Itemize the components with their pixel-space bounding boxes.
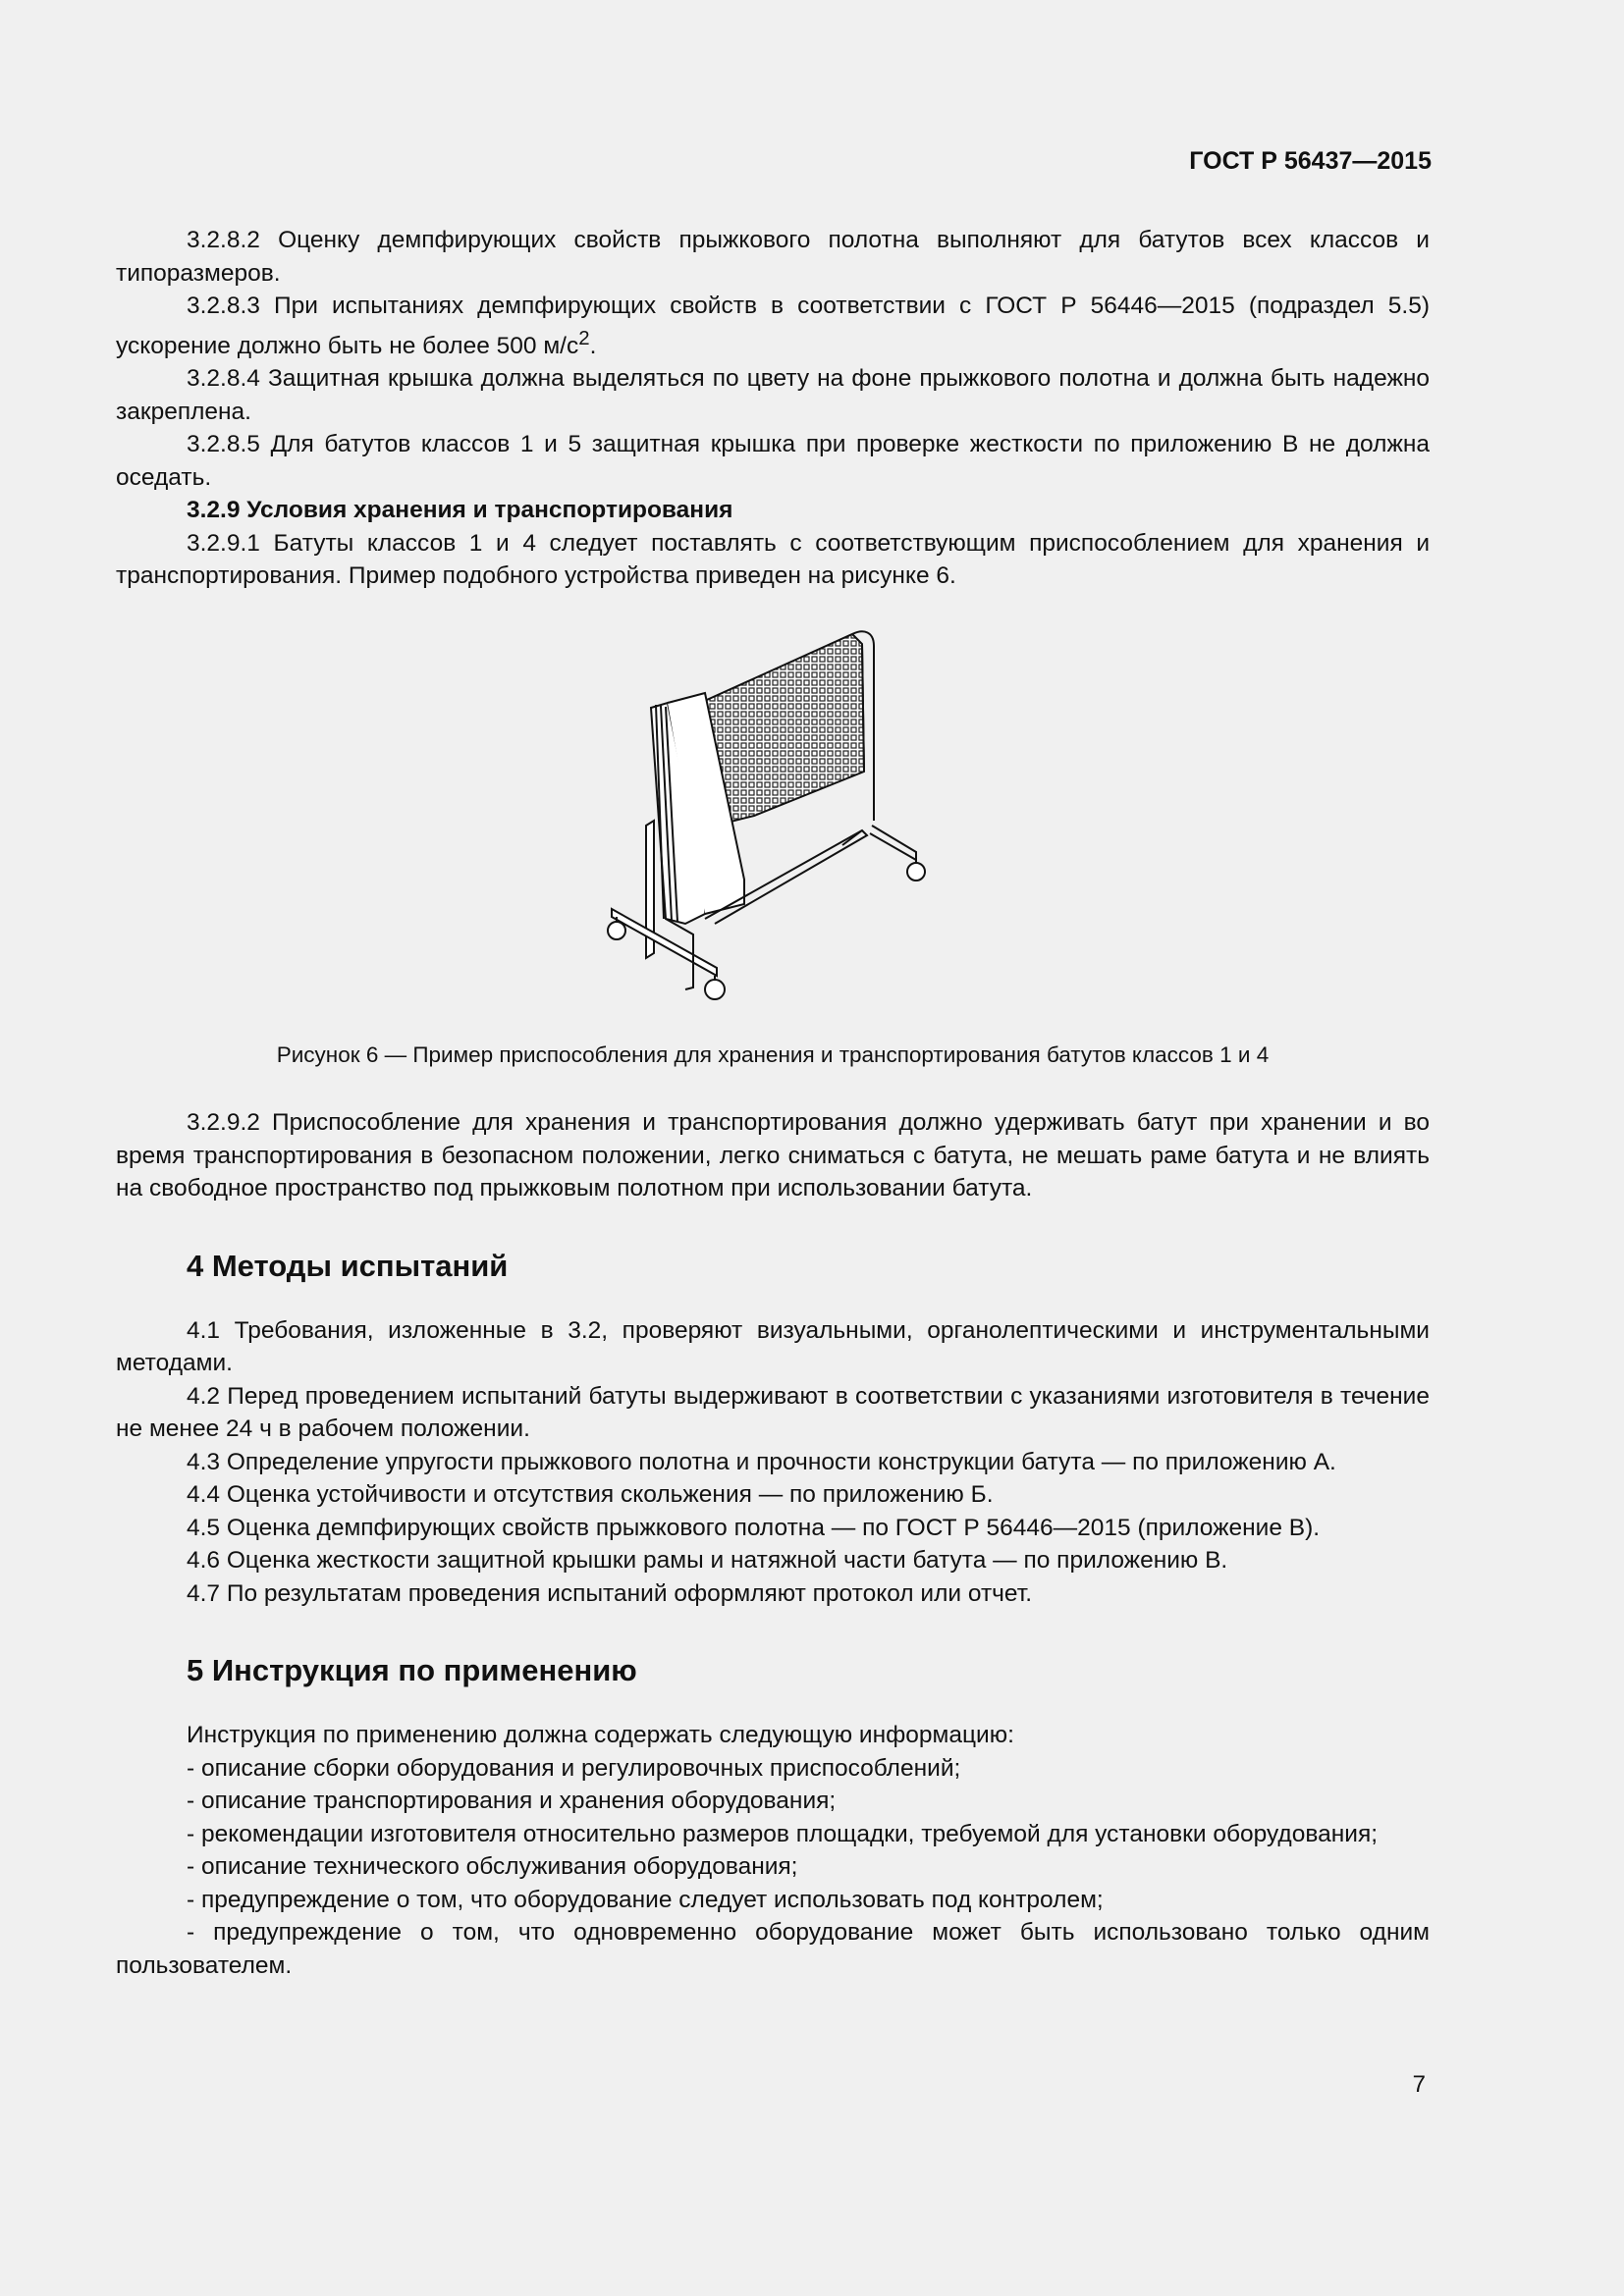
wheel-left: [608, 922, 625, 939]
section-5-list-item: - предупреждение о том, что оборудование следует использовать под контролем;: [187, 1886, 1104, 1913]
trampoline-storage-stand-illustration: [607, 624, 941, 1037]
superscript-exponent: 2: [578, 327, 590, 349]
section-5-list-item: - описание транспортирования и хранения оборудования;: [187, 1788, 837, 1815]
subsection-heading-3-2-9: [116, 494, 1430, 527]
page-header-standard-code: ГОСТ Р 56437—2015: [1189, 147, 1432, 175]
page-number: 7: [1412, 2071, 1426, 2098]
page-content: [116, 224, 1430, 1982]
section-5-list-item: - предупреждение о том, что одновременно оборудование может быть использовано только одним пользователем.: [116, 1919, 1430, 1979]
subsection-heading-text: 3.2.9 Условия хранения и транспортирования: [187, 497, 733, 524]
figure-6-caption: Рисунок 6 — Пример приспособления для хранения и транспортирования батутов классов 1 и 4: [276, 1041, 1270, 1067]
section-5-list-item: - описание технического обслуживания оборудования;: [187, 1853, 798, 1881]
section-4-item: 4.3 Определение упругости прыжкового полотна и прочности конструкции батута — по приложению А.: [187, 1448, 1336, 1475]
section-4-item: 4.6 Оценка жесткости защитной крышки рамы и натяжной части батута — по приложению В.: [187, 1547, 1228, 1575]
section-4-item: 4.1 Требования, изложенные в 3.2, проверяют визуальными, органолептическими и инструментальными методами.: [116, 1316, 1430, 1377]
section-4-item: 4.4 Оценка устойчивости и отсутствия скольжения — по приложению Б.: [187, 1481, 994, 1509]
section-4-title: 4 Методы испытаний: [187, 1248, 509, 1283]
paragraph-3-2-8-5: 3.2.8.5 Для батутов классов 1 и 5 защитная крышка при проверке жесткости по приложению В не должна оседать.: [116, 431, 1430, 491]
section-4-item: 4.5 Оценка демпфирующих свойств прыжкового полотна — по ГОСТ Р 56446—2015 (приложение В).: [187, 1514, 1321, 1541]
section-5-list-item: - описание сборки оборудования и регулировочных приспособлений;: [187, 1754, 961, 1782]
section-5-list-item: - рекомендации изготовителя относительно размеров площадки, требуемой для установки оборудования;: [187, 1820, 1379, 1847]
wheel-front: [705, 980, 725, 999]
paragraph-3-2-8-2: 3.2.8.2 Оценку демпфирующих свойств прыжкового полотна выполняют для батутов всех классов и типоразмеров.: [116, 227, 1430, 287]
section-5-intro: Инструкция по применению должна содержать следующую информацию:: [187, 1722, 1014, 1749]
paragraph-3-2-8-4: 3.2.8.4 Защитная крышка должна выделяться по цвету на фоне прыжкового полотна и должна быть надежно закреплена.: [116, 365, 1430, 425]
section-4-item: 4.7 По результатам проведения испытаний оформляют протокол или отчет.: [187, 1579, 1033, 1607]
paragraph-period: .: [589, 332, 597, 359]
paragraph-3-2-9-2: 3.2.9.2 Приспособление для хранения и транспортирования должно удерживать батут при хранении и во время транспортирования в безопасном положении, легко сниматься с батута, не мешать раме батута и не влиять на свободное пространство под прыжковым полотном при использовании батута.: [116, 1109, 1430, 1202]
wheel-right: [907, 863, 925, 881]
paragraph-3-2-8-3-text: 3.2.8.3 При испытаниях демпфирующих свойств в соответствии с ГОСТ Р 56446—2015 (подраздел 5.5) ускорение должно быть не более 500 м/с: [116, 293, 1430, 359]
figure-6: [116, 624, 1430, 1039]
paragraph-3-2-8-3: [116, 290, 1430, 362]
section-5-title: 5 Инструкция по применению: [187, 1653, 637, 1688]
stand-base-rails: [612, 909, 717, 976]
paragraph-3-2-9-1: 3.2.9.1 Батуты классов 1 и 4 следует поставлять с соответствующим приспособлением для хранения и транспортирования. Пример подобного устройства приведен на рисунке 6.: [116, 529, 1430, 590]
section-4-item: 4.2 Перед проведением испытаний батуты выдерживают в соответствии с указаниями изготовителя в течение не менее 24 ч в рабочем положении.: [116, 1382, 1430, 1443]
